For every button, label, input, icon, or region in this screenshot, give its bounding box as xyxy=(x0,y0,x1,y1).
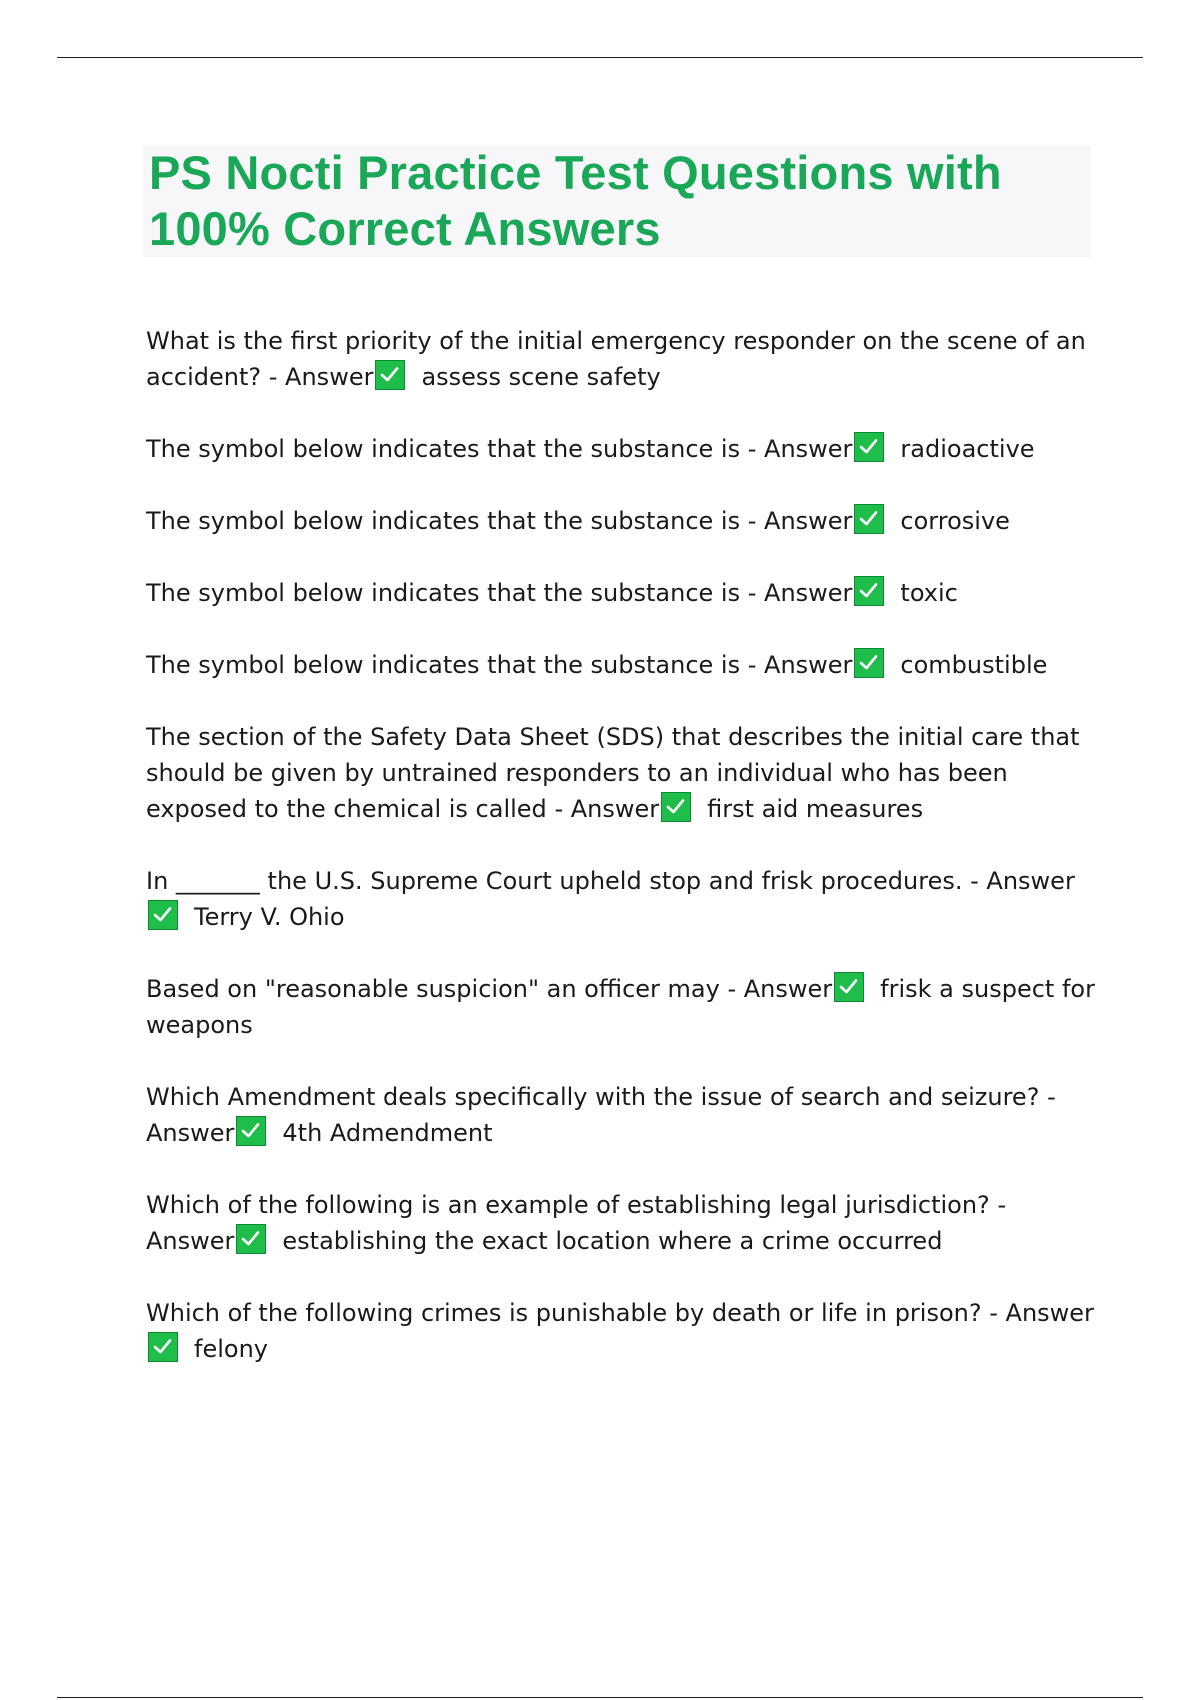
question-text: Which Amendment deals specifically with the issue of search and seizure? xyxy=(146,1083,1040,1111)
answer-text: toxic xyxy=(900,579,958,607)
question-text: The symbol below indicates that the substance is xyxy=(146,651,741,679)
answer-label: - Answer xyxy=(989,1299,1094,1327)
document-title: PS Nocti Practice Test Questions with 100% Correct Answers xyxy=(149,146,1002,255)
checkmark-icon xyxy=(661,792,691,822)
question-text: The symbol below indicates that the substance is xyxy=(146,507,741,535)
answer-text: corrosive xyxy=(900,507,1010,535)
question-text: The symbol below indicates that the substance is xyxy=(146,579,741,607)
answer-text: Terry V. Ohio xyxy=(194,903,345,931)
answer-label: - Answer xyxy=(146,1191,1007,1255)
checkmark-icon xyxy=(854,648,884,678)
checkmark-icon xyxy=(854,504,884,534)
qa-item xyxy=(146,503,1096,539)
question-text: What is the first priority of the initial emergency responder on the scene of an accident? xyxy=(146,327,1086,391)
answer-label: - Answer xyxy=(970,867,1075,895)
top-divider xyxy=(57,57,1143,58)
checkmark-icon xyxy=(375,360,405,390)
checkmark-icon xyxy=(148,900,178,930)
checkmark-icon xyxy=(236,1224,266,1254)
bottom-divider xyxy=(57,1697,1143,1698)
answer-label: - Answer xyxy=(146,1083,1056,1147)
answer-label: - Answer xyxy=(268,363,374,391)
qa-item xyxy=(146,863,1096,935)
answer-text: 4th Admendment xyxy=(282,1119,493,1147)
answer-label: - Answer xyxy=(747,507,853,535)
checkmark-icon xyxy=(148,1332,178,1362)
checkmark-icon xyxy=(854,576,884,606)
answer-label: - Answer xyxy=(747,651,853,679)
checkmark-icon xyxy=(834,972,864,1002)
question-text: The section of the Safety Data Sheet (SDS) that describes the initial care that should be given by untrained responders to an individual who has been exposed to the chemical is called xyxy=(146,723,1080,823)
qa-item xyxy=(146,323,1096,395)
question-text: The symbol below indicates that the substance is xyxy=(146,435,741,463)
answer-label: - Answer xyxy=(727,975,833,1003)
question-text: Which of the following crimes is punishable by death or life in prison? xyxy=(146,1299,982,1327)
qa-item xyxy=(146,431,1096,467)
answer-text: combustible xyxy=(900,651,1048,679)
answer-text: frisk a suspect for weapons xyxy=(146,975,1095,1039)
answer-label: - Answer xyxy=(747,579,853,607)
question-text: Which of the following is an example of establishing legal jurisdiction? xyxy=(146,1191,990,1219)
title-banner xyxy=(143,145,1091,257)
answer-text: assess scene safety xyxy=(421,363,661,391)
answer-text: felony xyxy=(194,1335,268,1363)
qa-item xyxy=(146,1079,1096,1151)
answer-text: first aid measures xyxy=(707,795,924,823)
qa-item xyxy=(146,971,1096,1043)
qa-item xyxy=(146,1187,1096,1259)
qa-item xyxy=(146,575,1096,611)
answer-text: establishing the exact location where a crime occurred xyxy=(282,1227,943,1255)
answer-label: - Answer xyxy=(554,795,660,823)
qa-item xyxy=(146,647,1096,683)
answer-text: radioactive xyxy=(900,435,1035,463)
answer-label: - Answer xyxy=(747,435,853,463)
qa-item xyxy=(146,719,1096,827)
checkmark-icon xyxy=(854,432,884,462)
question-list xyxy=(146,323,1096,1367)
checkmark-icon xyxy=(236,1116,266,1146)
qa-item xyxy=(146,1295,1096,1367)
question-text: Based on "reasonable suspicion" an officer may xyxy=(146,975,720,1003)
question-text: In _______ the U.S. Supreme Court upheld stop and frisk procedures. xyxy=(146,867,963,895)
